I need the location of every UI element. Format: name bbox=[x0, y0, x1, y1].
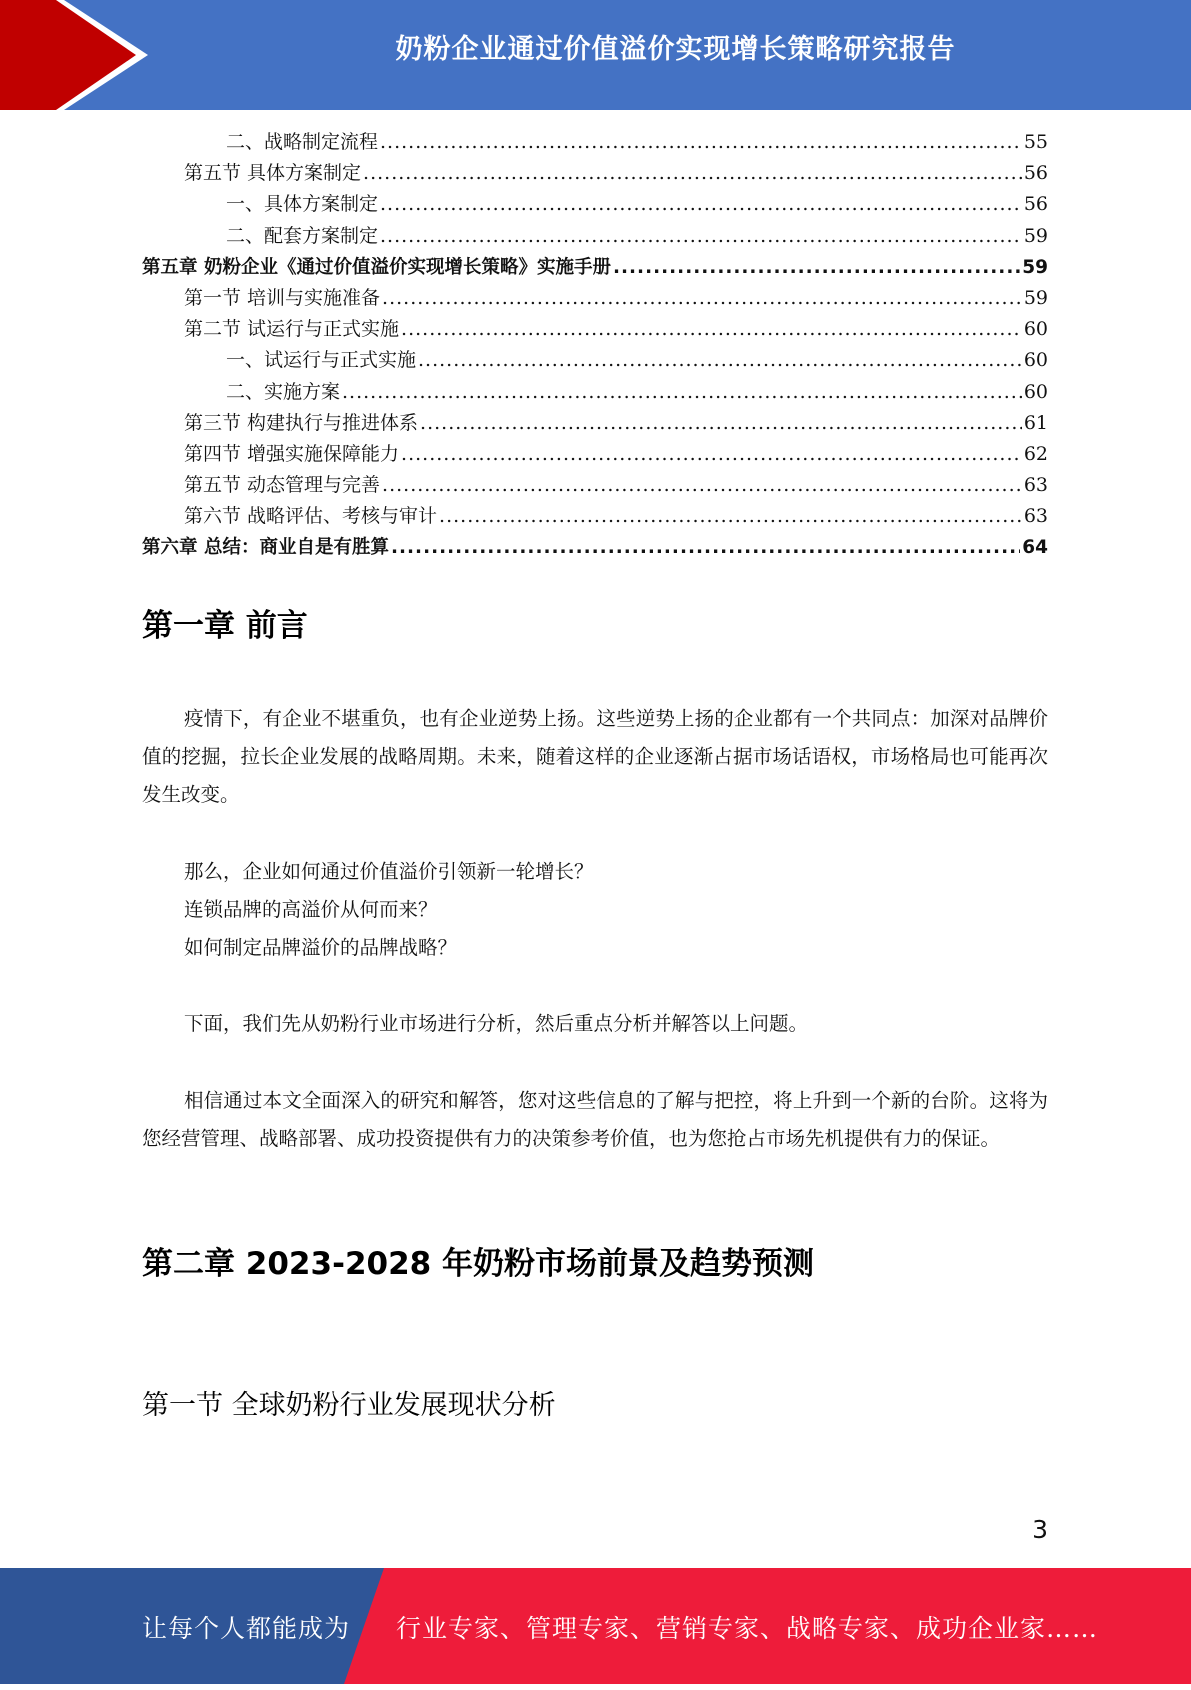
table-of-contents bbox=[142, 127, 1048, 564]
toc-entry-page: 61 bbox=[1023, 411, 1048, 434]
toc-entry[interactable] bbox=[142, 439, 1048, 470]
toc-dot-leader bbox=[401, 439, 1022, 470]
page-number: 3 bbox=[1032, 1515, 1048, 1544]
toc-dot-leader bbox=[380, 221, 1022, 252]
header-band bbox=[0, 0, 1191, 110]
footer-slogan-left: 让每个人都能成为 bbox=[142, 1614, 351, 1643]
toc-entry[interactable] bbox=[142, 377, 1048, 408]
toc-entry-page: 56 bbox=[1023, 162, 1048, 185]
toc-entry-page: 59 bbox=[1023, 224, 1048, 247]
document-title: 奶粉企业通过价值溢价实现增长策略研究报告 bbox=[395, 34, 956, 65]
toc-dot-leader bbox=[613, 252, 1020, 283]
toc-entry-title: 二、实施方案 bbox=[226, 380, 341, 403]
toc-dot-leader bbox=[382, 283, 1022, 314]
toc-entry-page: 60 bbox=[1023, 349, 1048, 372]
toc-entry[interactable] bbox=[142, 127, 1048, 158]
toc-entry[interactable] bbox=[142, 158, 1048, 189]
toc-entry-title: 二、配套方案制定 bbox=[226, 224, 379, 247]
toc-entry-title: 二、战略制定流程 bbox=[226, 131, 379, 153]
toc-entry[interactable] bbox=[142, 252, 1048, 283]
toc-entry-title: 第六节 战略评估、考核与审计 bbox=[184, 505, 438, 528]
toc-entry-page: 59 bbox=[1022, 256, 1048, 278]
toc-entry-page: 63 bbox=[1023, 505, 1048, 528]
toc-entry-title: 第六章 总结：商业自是有胜算 bbox=[142, 537, 389, 559]
chapter-1-paragraph-3: 相信通过本文全面深入的研究和解答，您对这些信息的了解与把控，将上升到一个新的台阶。这将为您经营管理、战略部署、成功投资提供有力的决策参考价值，也为您抢占市场先机提供有力的保证。 bbox=[142, 1089, 1048, 1150]
toc-dot-leader bbox=[391, 532, 1020, 563]
toc-entry[interactable] bbox=[142, 221, 1048, 252]
toc-entry-title: 一、具体方案制定 bbox=[226, 193, 379, 216]
chapter-2-title: 第二章 2023-2028 年奶粉市场前景及趋势预测 bbox=[142, 1246, 815, 1282]
toc-entry-title: 第三节 构建执行与推进体系 bbox=[184, 411, 419, 434]
toc-entry-page: 56 bbox=[1023, 193, 1048, 216]
footer-band bbox=[0, 1568, 1191, 1684]
toc-dot-leader bbox=[382, 470, 1022, 501]
toc-entry[interactable] bbox=[142, 532, 1048, 563]
toc-entry[interactable] bbox=[142, 470, 1048, 501]
toc-entry-page: 55 bbox=[1023, 131, 1048, 153]
toc-entry-page: 62 bbox=[1023, 442, 1048, 465]
toc-entry-title: 第二节 试运行与正式实施 bbox=[184, 318, 400, 341]
toc-dot-leader bbox=[342, 377, 1022, 408]
toc-dot-leader bbox=[401, 314, 1022, 345]
toc-entry-page: 59 bbox=[1023, 286, 1048, 309]
toc-entry[interactable] bbox=[142, 345, 1048, 376]
chapter-1-paragraph-1: 疫情下，有企业不堪重负，也有企业逆势上扬。这些逆势上扬的企业都有一个共同点：加深对品牌价值的挖掘，拉长企业发展的战略周期。未来，随着这样的企业逐渐占据市场话语权，市场格局也可能再次发生改变。 bbox=[142, 707, 1048, 806]
toc-entry[interactable] bbox=[142, 283, 1048, 314]
header-chevron-red bbox=[0, 0, 136, 110]
footer-slogan-right: 行业专家、管理专家、营销专家、战略专家、成功企业家…… bbox=[396, 1614, 1099, 1643]
toc-entry-title: 一、试运行与正式实施 bbox=[226, 349, 417, 372]
question-2: 连锁品牌的高溢价从何而来？ bbox=[184, 898, 438, 921]
toc-dot-leader bbox=[363, 158, 1022, 189]
toc-entry-title: 第五节 动态管理与完善 bbox=[184, 474, 381, 497]
toc-entry[interactable] bbox=[142, 314, 1048, 345]
chapter-1-title: 第一章 前言 bbox=[142, 608, 308, 644]
question-1: 那么，企业如何通过价值溢价引领新一轮增长？ bbox=[184, 860, 594, 883]
toc-entry-page: 63 bbox=[1023, 474, 1048, 497]
toc-entry[interactable] bbox=[142, 501, 1048, 532]
toc-dot-leader bbox=[380, 127, 1022, 158]
section-1-title: 第一节 全球奶粉行业发展现状分析 bbox=[142, 1390, 556, 1421]
chapter-1-paragraph-2: 下面，我们先从奶粉行业市场进行分析，然后重点分析并解答以上问题。 bbox=[184, 1012, 809, 1035]
question-3: 如何制定品牌溢价的品牌战略？ bbox=[184, 936, 458, 959]
toc-entry[interactable] bbox=[142, 189, 1048, 220]
toc-entry[interactable] bbox=[142, 408, 1048, 439]
toc-entry-page: 60 bbox=[1023, 318, 1048, 341]
toc-dot-leader bbox=[420, 408, 1022, 439]
toc-dot-leader bbox=[418, 345, 1022, 376]
toc-entry-page: 64 bbox=[1022, 537, 1048, 559]
toc-entry-title: 第四节 增强实施保障能力 bbox=[184, 442, 400, 465]
toc-dot-leader bbox=[439, 501, 1022, 532]
toc-entry-title: 第五节 具体方案制定 bbox=[184, 162, 362, 185]
header-chevron-icon bbox=[0, 0, 160, 110]
toc-entry-title: 第五章 奶粉企业《通过价值溢价实现增长策略》实施手册 bbox=[142, 256, 611, 278]
toc-entry-title: 第一节 培训与实施准备 bbox=[184, 286, 381, 309]
toc-entry-page: 60 bbox=[1023, 380, 1048, 403]
toc-dot-leader bbox=[380, 189, 1022, 220]
